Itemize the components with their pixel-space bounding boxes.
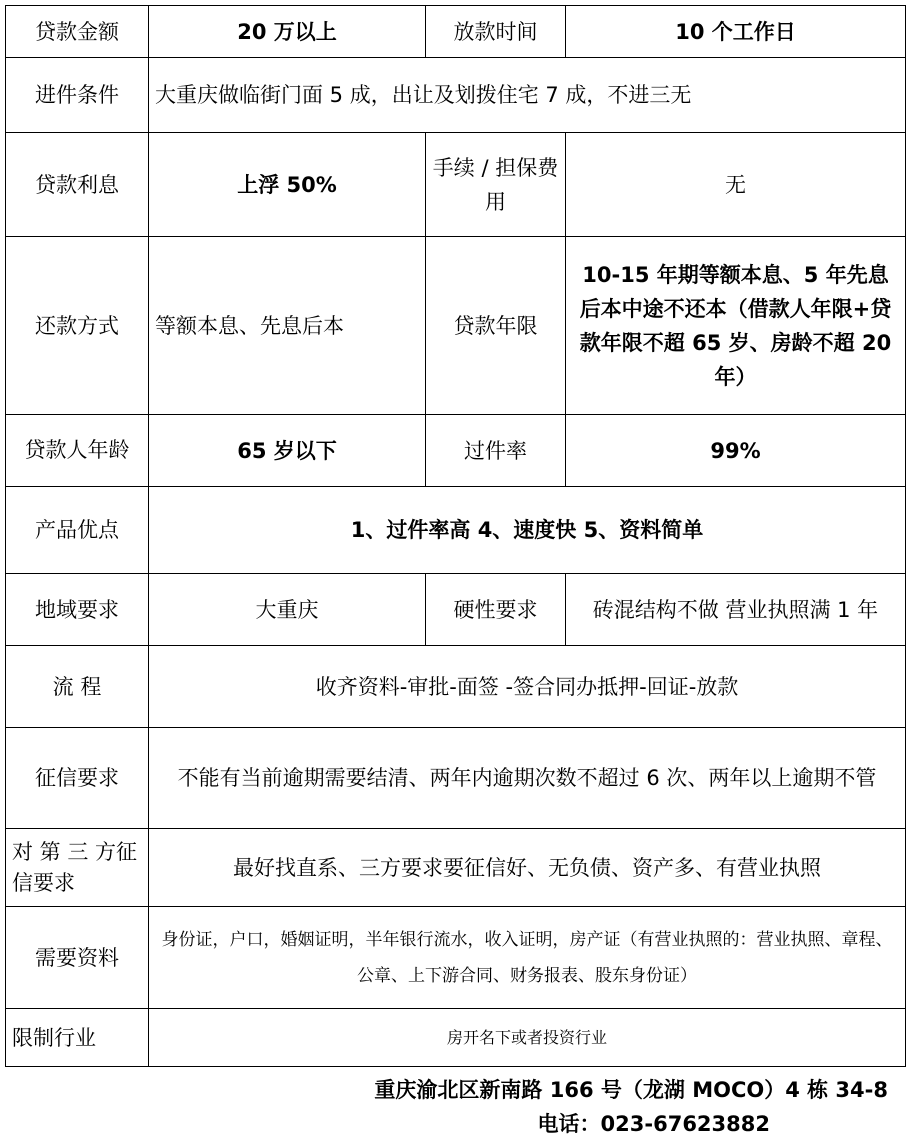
table-row [6,1009,906,1067]
disbursement-time-value: 10 个工作日 [566,6,906,58]
approval-rate-value: 99% [566,415,906,487]
entry-conditions-value: 大重庆做临街门面 5 成，出让及划拨住宅 7 成，不进三无 [149,58,906,133]
table-row [6,6,906,58]
table-row [6,646,906,728]
process-label: 流 程 [6,646,149,728]
table-row [6,907,906,1009]
table-row [6,58,906,133]
third-party-credit-value: 最好找直系、三方要求要征信好、无负债、资产多、有营业执照 [149,829,906,907]
process-value: 收齐资料-审批-面签 -签合同办抵押-回证-放款 [149,646,906,728]
loan-amount-value: 20 万以上 [149,6,426,58]
disbursement-time-label: 放款时间 [426,6,566,58]
approval-rate-label: 过件率 [426,415,566,487]
third-party-credit-label: 对 第 三 方征信要求 [6,829,149,907]
product-advantages-value: 1、过件率高 4、速度快 5、资料简单 [149,487,906,574]
restricted-industries-label: 限制行业 [6,1009,149,1067]
hard-requirements-label: 硬性要求 [426,574,566,646]
region-value: 大重庆 [149,574,426,646]
required-documents-label: 需要资料 [6,907,149,1009]
repayment-method-value: 等额本息、先息后本 [149,237,426,415]
fees-label: 手续 / 担保费用 [426,133,566,237]
table-row [6,728,906,829]
loan-term-value: 10-15 年期等额本息、5 年先息后本中途不还本（借款人年限+贷款年限不超 65 岁、房龄不超 20 年） [566,237,906,415]
interest-label: 贷款利息 [6,133,149,237]
company-address: 重庆渝北区新南路 166 号（龙湖 MOCO）4 栋 34-8 [374,1078,888,1102]
entry-conditions-label: 进件条件 [6,58,149,133]
loan-amount-label: 贷款金额 [6,6,149,58]
region-label: 地域要求 [6,574,149,646]
fees-value: 无 [566,133,906,237]
table-row [6,133,906,237]
credit-requirements-value: 不能有当前逾期需要结清、两年内逾期次数不超过 6 次、两年以上逾期不管 [149,728,906,829]
borrower-age-label: 贷款人年龄 [6,415,149,487]
borrower-age-value: 65 岁以下 [149,415,426,487]
repayment-method-label: 还款方式 [6,237,149,415]
credit-requirements-label: 征信要求 [6,728,149,829]
table-row [6,487,906,574]
hard-requirements-value: 砖混结构不做 营业执照满 1 年 [566,574,906,646]
table-row [6,237,906,415]
company-phone: 电话：023-67623882 [537,1112,770,1136]
product-advantages-label: 产品优点 [6,487,149,574]
loan-term-label: 贷款年限 [426,237,566,415]
required-documents-value: 身份证，户口，婚姻证明，半年银行流水，收入证明，房产证（有营业执照的：营业执照、章程、公章、上下游合同、财务报表、股东身份证） [149,907,906,1009]
table-row [6,829,906,907]
loan-info-table [5,5,906,1067]
table-row [6,415,906,487]
restricted-industries-value: 房开名下或者投资行业 [149,1009,906,1067]
interest-value: 上浮 50% [149,133,426,237]
table-row [6,574,906,646]
